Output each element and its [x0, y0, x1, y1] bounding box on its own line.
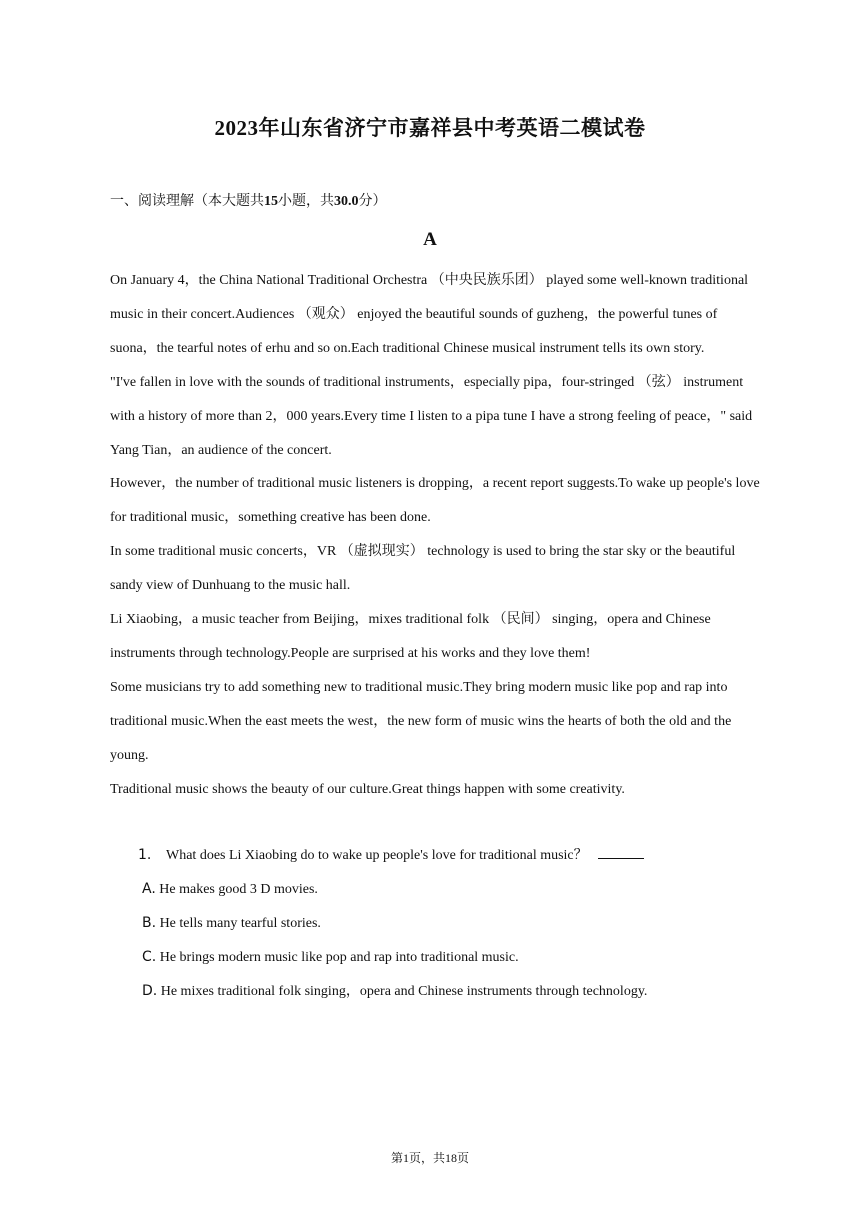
question-number: 1.	[138, 847, 152, 863]
passage-paragraph: Traditional music shows the beauty of our culture.Great things happen with some creativity.	[110, 781, 625, 797]
option-letter: B.	[142, 914, 157, 931]
option-text: He mixes traditional folk singing，opera and Chinese instruments through technology.	[160, 983, 648, 999]
option-text: He tells many tearful stories.	[159, 915, 321, 931]
option-c[interactable]	[142, 941, 762, 975]
total-score: 30.0	[334, 194, 359, 209]
reading-passage	[110, 264, 760, 807]
passage-paragraph: Some musicians try to add something new to traditional music.They bring modern music like pop and rap into traditional music.When the east meets the west，the new form of music wins the hearts of both the old and the young.	[110, 679, 732, 763]
section-heading-suffix: 分）	[358, 194, 387, 209]
question-text: What does Li Xiaobing do to wake up people's love for traditional music？	[166, 848, 588, 863]
option-a[interactable]	[142, 873, 762, 907]
option-letter: C.	[142, 948, 157, 965]
page-footer: 第1页，共18页	[390, 1151, 469, 1165]
section-heading	[110, 190, 387, 210]
option-text: He makes good 3 D movies.	[159, 882, 318, 897]
option-text: He brings modern music like pop and rap into traditional music.	[159, 949, 519, 965]
option-b[interactable]	[142, 907, 762, 941]
page-title: 2023年山东省济宁市嘉祥县中考英语二模试卷	[214, 116, 646, 140]
passage-paragraph: However，the number of traditional music listeners is dropping，a recent report suggests.To wake up people's love for traditional music，something creative has been done.	[110, 476, 760, 526]
question-1	[138, 839, 758, 873]
option-d[interactable]	[142, 975, 762, 1009]
passage-paragraph: Li Xiaobing，a music teacher from Beijing，mixes traditional folk （民间） singing，opera and Chinese instruments through technology.People are surprised at his works and they love them!	[110, 612, 711, 661]
passage-paragraph: In some traditional music concerts，VR （虚拟现实） technology is used to bring the star sky or the beautiful sandy view of Dunhuang to the music hall.	[110, 544, 736, 594]
section-heading-prefix: 一、阅读理解（本大题共	[110, 194, 264, 209]
option-letter: A.	[142, 881, 156, 897]
question-count: 15	[264, 194, 278, 209]
passage-paragraph: "I've fallen in love with the sounds of traditional instruments，especially pipa，four-stringed （弦） instrument with a history of more than 2，000 years.Every time I listen to a pipa tune I have a strong feeling of peace，" said Yang Tian，an audience of the concert.	[110, 374, 753, 458]
section-heading-middle: 小题，共	[278, 194, 334, 209]
passage-label: A	[423, 229, 437, 250]
option-letter: D.	[142, 982, 158, 999]
passage-paragraph: On January 4，the China National Traditional Orchestra （中央民族乐团） played some well-known traditional music in their concert.Audiences （观众） enjoyed the beautiful sounds of guzheng，the powerful tunes of suona，the tearful notes of erhu and so on.Each traditional Chinese musical instrument tells its own story.	[110, 273, 749, 356]
answer-blank[interactable]	[598, 844, 644, 859]
answer-options	[142, 873, 762, 1009]
